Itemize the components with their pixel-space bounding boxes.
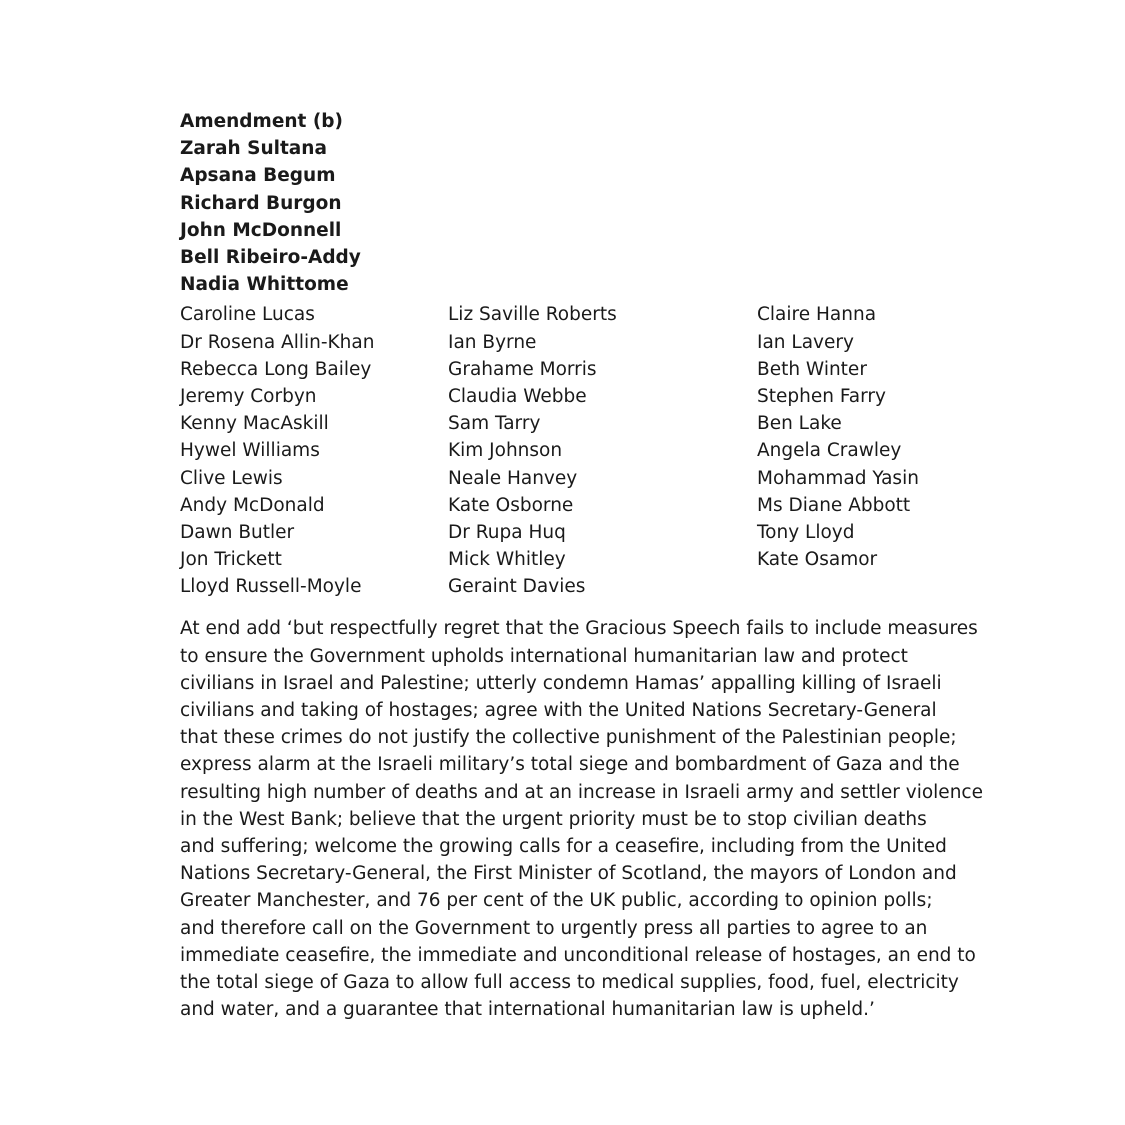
- signatories-list: [180, 301, 990, 597]
- amendment-line: and water, and a guarantee that international humanitarian law is upheld.’: [180, 999, 875, 1021]
- signatory-name: Rebecca Long Bailey: [180, 358, 372, 380]
- signatory-name: Sam Tarry: [448, 413, 541, 435]
- amendment-line: At end add ‘but respectfully regret that the Gracious Speech fails to include measures: [180, 618, 978, 640]
- signatory-name: Kenny MacAskill: [180, 413, 329, 435]
- signatory-name: Beth Winter: [757, 358, 867, 380]
- signatory-name: Jon Trickett: [180, 549, 282, 571]
- signatory-name: Kate Osborne: [448, 494, 574, 516]
- signatory-name: Ian Byrne: [448, 331, 537, 353]
- amendment-line: and therefore call on the Government to urgently press all parties to agree to an: [180, 917, 928, 939]
- signatories-column-3: [757, 301, 919, 573]
- signatory-name: Ms Diane Abbott: [757, 494, 911, 516]
- document-page: [180, 108, 990, 1023]
- signatory-name: Mohammad Yasin: [757, 467, 919, 489]
- signatory-name: Kim Johnson: [448, 440, 563, 462]
- signatory-name: Angela Crawley: [757, 440, 902, 462]
- signatories-column-2: [448, 301, 617, 600]
- signatories-column-1: [180, 301, 374, 600]
- amendment-line: civilians and taking of hostages; agree with the United Nations Secretary-General: [180, 700, 937, 722]
- signatory-name: Lloyd Russell-Moyle: [180, 576, 362, 598]
- amendment-heading: [180, 108, 990, 298]
- signatory-name: Claire Hanna: [757, 304, 877, 326]
- amendment-line: the total siege of Gaza to allow full access to medical supplies, food, fuel, electricity: [180, 972, 959, 994]
- signatory-name: Hywel Williams: [180, 440, 320, 462]
- lead-sponsor: John McDonnell: [180, 219, 342, 241]
- amendment-title: Amendment (b): [180, 111, 343, 132]
- signatory-name: Claudia Webbe: [448, 386, 587, 408]
- signatory-name: Andy McDonald: [180, 494, 325, 516]
- signatory-name: Dr Rosena Allin-Khan: [180, 331, 375, 353]
- amendment-line: immediate ceasefire, the immediate and unconditional release of hostages, an end to: [180, 944, 976, 966]
- amendment-line: civilians in Israel and Palestine; utterly condemn Hamas’ appalling killing of Israeli: [180, 672, 942, 694]
- signatory-name: Neale Hanvey: [448, 467, 578, 489]
- amendment-line: express alarm at the Israeli military’s total siege and bombardment of Gaza and the: [180, 754, 960, 776]
- signatory-name: Liz Saville Roberts: [448, 304, 617, 326]
- amendment-line: to ensure the Government upholds international humanitarian law and protect: [180, 645, 908, 667]
- amendment-line: Greater Manchester, and 76 per cent of the UK public, according to opinion polls;: [180, 890, 933, 912]
- amendment-body: [180, 615, 990, 1023]
- amendment-line: Nations Secretary-General, the First Minister of Scotland, the mayors of London and: [180, 863, 957, 885]
- signatory-name: Dawn Butler: [180, 522, 295, 544]
- amendment-line: and suffering; welcome the growing calls for a ceasefire, including from the United: [180, 836, 947, 858]
- signatory-name: Grahame Morris: [448, 358, 597, 380]
- signatory-name: Kate Osamor: [757, 549, 878, 571]
- signatory-name: Caroline Lucas: [180, 304, 315, 326]
- signatory-name: Ben Lake: [757, 413, 842, 435]
- signatory-name: Stephen Farry: [757, 386, 886, 408]
- amendment-line: in the West Bank; believe that the urgent priority must be to stop civilian deaths: [180, 808, 927, 830]
- signatory-name: Ian Lavery: [757, 331, 854, 353]
- lead-sponsor: Nadia Whittome: [180, 274, 349, 296]
- amendment-line: that these crimes do not justify the collective punishment of the Palestinian people;: [180, 727, 957, 749]
- signatory-name: Geraint Davies: [448, 576, 586, 598]
- lead-sponsor: Bell Ribeiro-Addy: [180, 247, 361, 269]
- signatory-name: Mick Whitley: [448, 549, 566, 571]
- signatory-name: Clive Lewis: [180, 467, 283, 489]
- lead-sponsor: Zarah Sultana: [180, 138, 327, 160]
- lead-sponsor: Apsana Begum: [180, 165, 336, 187]
- signatory-name: Dr Rupa Huq: [448, 522, 566, 544]
- lead-sponsor: Richard Burgon: [180, 192, 342, 214]
- amendment-line: resulting high number of deaths and at an increase in Israeli army and settler violence: [180, 781, 983, 803]
- signatory-name: Jeremy Corbyn: [180, 386, 317, 408]
- signatory-name: Tony Lloyd: [757, 522, 855, 544]
